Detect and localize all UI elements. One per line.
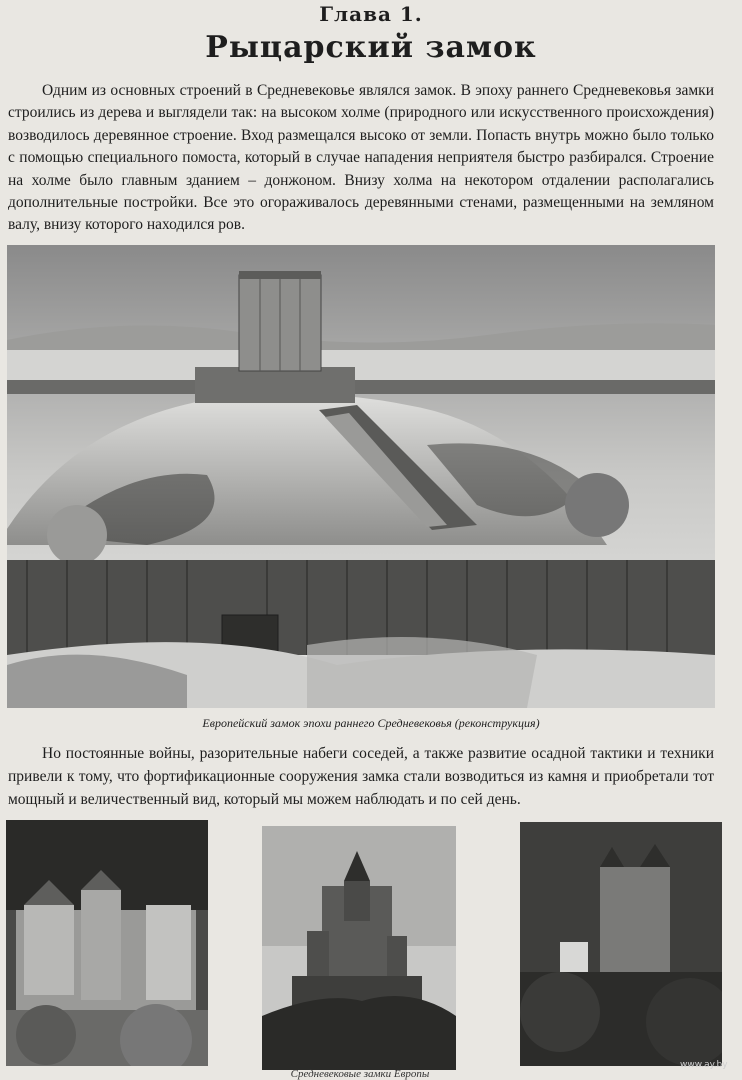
intro-paragraph (8, 80, 714, 237)
stone-castle-paragraph (8, 742, 714, 811)
watermark: www.ay.by (680, 1060, 728, 1070)
illustration-caption: Европейский замок эпохи раннего Средневековья (реконструкция) (202, 716, 540, 730)
castle-photo-right-image (520, 822, 722, 1066)
castle-photo-left-image (6, 820, 208, 1066)
castle-drawing (7, 245, 715, 708)
castle-photo-center (262, 826, 456, 1070)
photos-caption: Средневековые замки Европы (290, 1068, 430, 1080)
chapter-heading: Глава 1. (319, 2, 423, 26)
castle-reconstruction-illustration (7, 245, 715, 708)
chapter-title: Рыцарский замок (205, 30, 537, 65)
intro-paragraph-text: Одним из основных строений в Средневековье являлся замок. В эпоху раннего Средневековья замки строились из дерева и выглядели так: на высоком холме (природного или искусственного происхождения) возводилось деревянное строение. Вход размещался высоко от земли. Попасть внутрь можно было только с помощью специального помоста, который в случае нападения неприятеля быстро разбирался. Строение на холме было главным зданием – донжоном. Внизу холма на некотором отдалении располагались дополнительные постройки. Все это огораживалось деревянными стенами, размещенными на земляном валу, внизу которого находился ров. (8, 82, 714, 234)
castle-photo-left (6, 820, 208, 1066)
castle-photo-center-image (262, 826, 456, 1070)
stone-castle-paragraph-text: Но постоянные войны, разорительные набеги соседей, а также развитие осадной тактики и техники привели к тому, что фортификационные сооружения замка стали возводиться из камня и приобретали тот мощный и величественный вид, который мы можем наблюдать и по сей день. (8, 745, 714, 808)
castle-photo-right (520, 822, 722, 1066)
